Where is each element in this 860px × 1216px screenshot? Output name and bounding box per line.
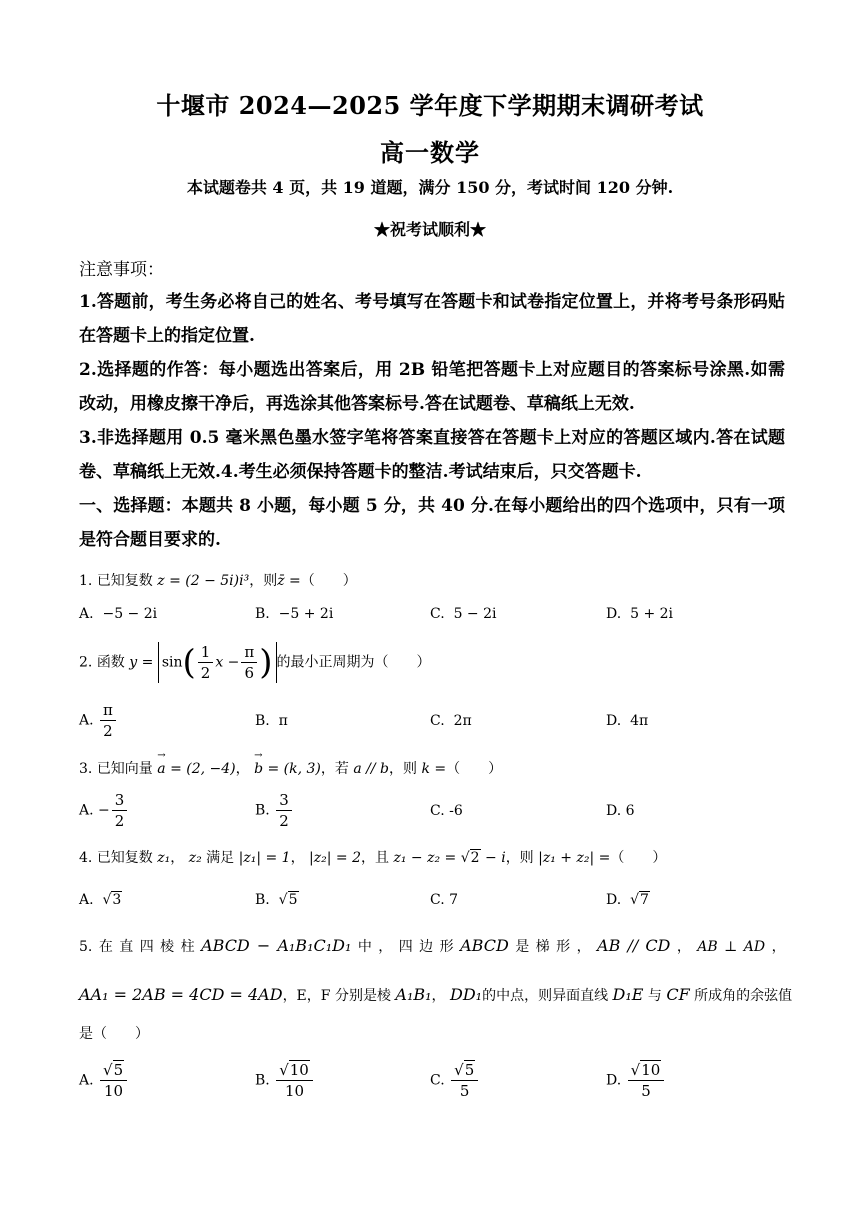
answer-blank: （ ） — [610, 850, 667, 866]
q3-option-d: D. 6 — [606, 803, 635, 819]
notice-item-3: 3.非选择题用 0.5 毫米黑色墨水签字笔将答案直接答在答题卡上对应的答题区域内.答在试题卷、草稿纸上无效.4.考生必须保持答题卡的整洁.考试结束后，只交答题卡. — [79, 428, 785, 482]
question-3: 3. 已知向量 → a = (2, −4)， → b = (k, 3)，若 a // b，则 k =（ ） — [79, 758, 502, 778]
absolute-value: sin( $\frac{1}{2}$ x − $\frac{\pi}{6}$ ) — [158, 642, 277, 683]
question-number: 1. — [79, 573, 93, 589]
question-5-line-3: 是（ ） — [79, 1026, 149, 1042]
question-number: 3. — [79, 761, 93, 777]
condition-2: |z₂| = 2 — [309, 850, 362, 866]
q2-option-c: C. 2π — [430, 713, 472, 729]
vector-b: → b = (k, 3) — [254, 761, 321, 777]
question-4: 4. 已知复数 z₁， z₂ 满足 |z₁| = 1， |z₂| = 2，且 z₁ − z₂ = √2 − i，则 |z₁ + z₂| =（ ） — [79, 850, 667, 866]
good-luck-line: ★祝考试顺利★ — [373, 220, 486, 239]
q4-option-b: B. √5 — [255, 892, 298, 908]
question-number: 2. — [79, 654, 93, 671]
question-text: ，则 — [249, 573, 278, 589]
q5-option-b: B. $\frac{√10}{10}$ — [255, 1060, 315, 1101]
q3-option-a: A. − $\frac{3}{2}$ — [79, 790, 129, 831]
notice-item-2: 2.选择题的作答：每小题选出答案后，用 2B 铅笔把答题卡上对应题目的答案标号涂黑.如需改动，用橡皮擦干净后，再选涂其他答案标号.答在试题卷、草稿纸上无效. — [79, 360, 785, 414]
question-5-line-1: 5. 在 直 四 棱 柱 ABCD − A₁B₁C₁D₁ 中 ， 四 边 形 ABCD 是 梯 形 ， AB // CD ， AB ⊥ AD ， — [79, 936, 786, 955]
question-5-line-2: AA₁ = 2AB = 4CD = 4AD，E，F 分别是棱 A₁B₁， DD₁的中点，则异面直线 D₁E 与 CF 所成角的余弦值 — [79, 985, 793, 1004]
q3-option-b: B. $\frac{3}{2}$ — [255, 790, 294, 831]
q4-option-d: D. √7 — [606, 892, 649, 908]
question-2 — [79, 642, 431, 683]
subject-title: 高一数学 — [380, 138, 480, 167]
q5-option-c: C. $\frac{√5}{5}$ — [430, 1060, 480, 1101]
q2-option-a: A. $\frac{\pi}{2}$ — [79, 700, 118, 741]
question-number: 5. — [79, 939, 93, 955]
question-1 — [79, 570, 357, 590]
q2-option-d: D. 4π — [606, 713, 649, 729]
math-expression: z̄ = — [277, 573, 301, 589]
q1-option-d: D. 5 + 2i — [606, 606, 674, 622]
sqrt-expression: √2 — [460, 850, 480, 866]
math-expression: z = (2 − 5i)i³ — [157, 573, 250, 589]
q1-option-a: A. −5 − 2i — [79, 606, 158, 622]
math-expression: |z₁ + z₂| = — [538, 850, 611, 866]
question-text: 的最小正周期为（ ） — [276, 654, 431, 671]
section-1-heading: 一、选择题：本题共 8 小题，每小题 5 分，共 40 分.在每小题给出的四个选项中，只有一项是符合题目要求的. — [79, 496, 785, 550]
math-expression: k = — [421, 761, 447, 777]
question-number: 4. — [79, 850, 93, 866]
question-text: ，则 — [389, 761, 417, 777]
notice-heading: 注意事项： — [79, 260, 164, 280]
q2-option-b: B. π — [255, 713, 288, 729]
q3-option-c: C. -6 — [430, 803, 463, 819]
vector-a: → a = (2, −4) — [157, 761, 235, 777]
question-text: 已知复数 — [96, 573, 153, 589]
exam-title: 十堰市 2024—2025 学年度下学期期末调研考试 — [156, 91, 704, 120]
question-text: ，若 — [320, 761, 349, 777]
q1-option-c: C. 5 − 2i — [430, 606, 497, 622]
question-text: 已知向量 — [96, 761, 153, 777]
exam-info: 本试题卷共 4 页，共 19 道题，满分 150 分，考试时间 120 分钟. — [186, 178, 674, 197]
q4-option-c: C. 7 — [430, 892, 459, 908]
notice-item-1: 1.答题前，考生务必将自己的姓名、考号填写在答题卡和试卷指定位置上，并将考号条形码贴在答题卡上的指定位置. — [79, 292, 785, 346]
q5-option-a: A. $\frac{√5}{10}$ — [79, 1060, 129, 1101]
q4-option-a: A. √3 — [79, 892, 122, 908]
math-expression: a // b — [353, 761, 389, 777]
question-text: 函数 — [96, 654, 125, 671]
q5-option-d: D. $\frac{√10}{5}$ — [606, 1060, 666, 1101]
question-text: 已知复数 — [96, 850, 153, 866]
answer-blank: （ ） — [300, 573, 357, 589]
math-expression: y = — [129, 654, 154, 671]
question-text: 满足 — [206, 850, 235, 866]
answer-blank: （ ） — [446, 761, 503, 777]
condition-1: |z₁| = 1 — [238, 850, 291, 866]
q1-option-b: B. −5 + 2i — [255, 606, 334, 622]
